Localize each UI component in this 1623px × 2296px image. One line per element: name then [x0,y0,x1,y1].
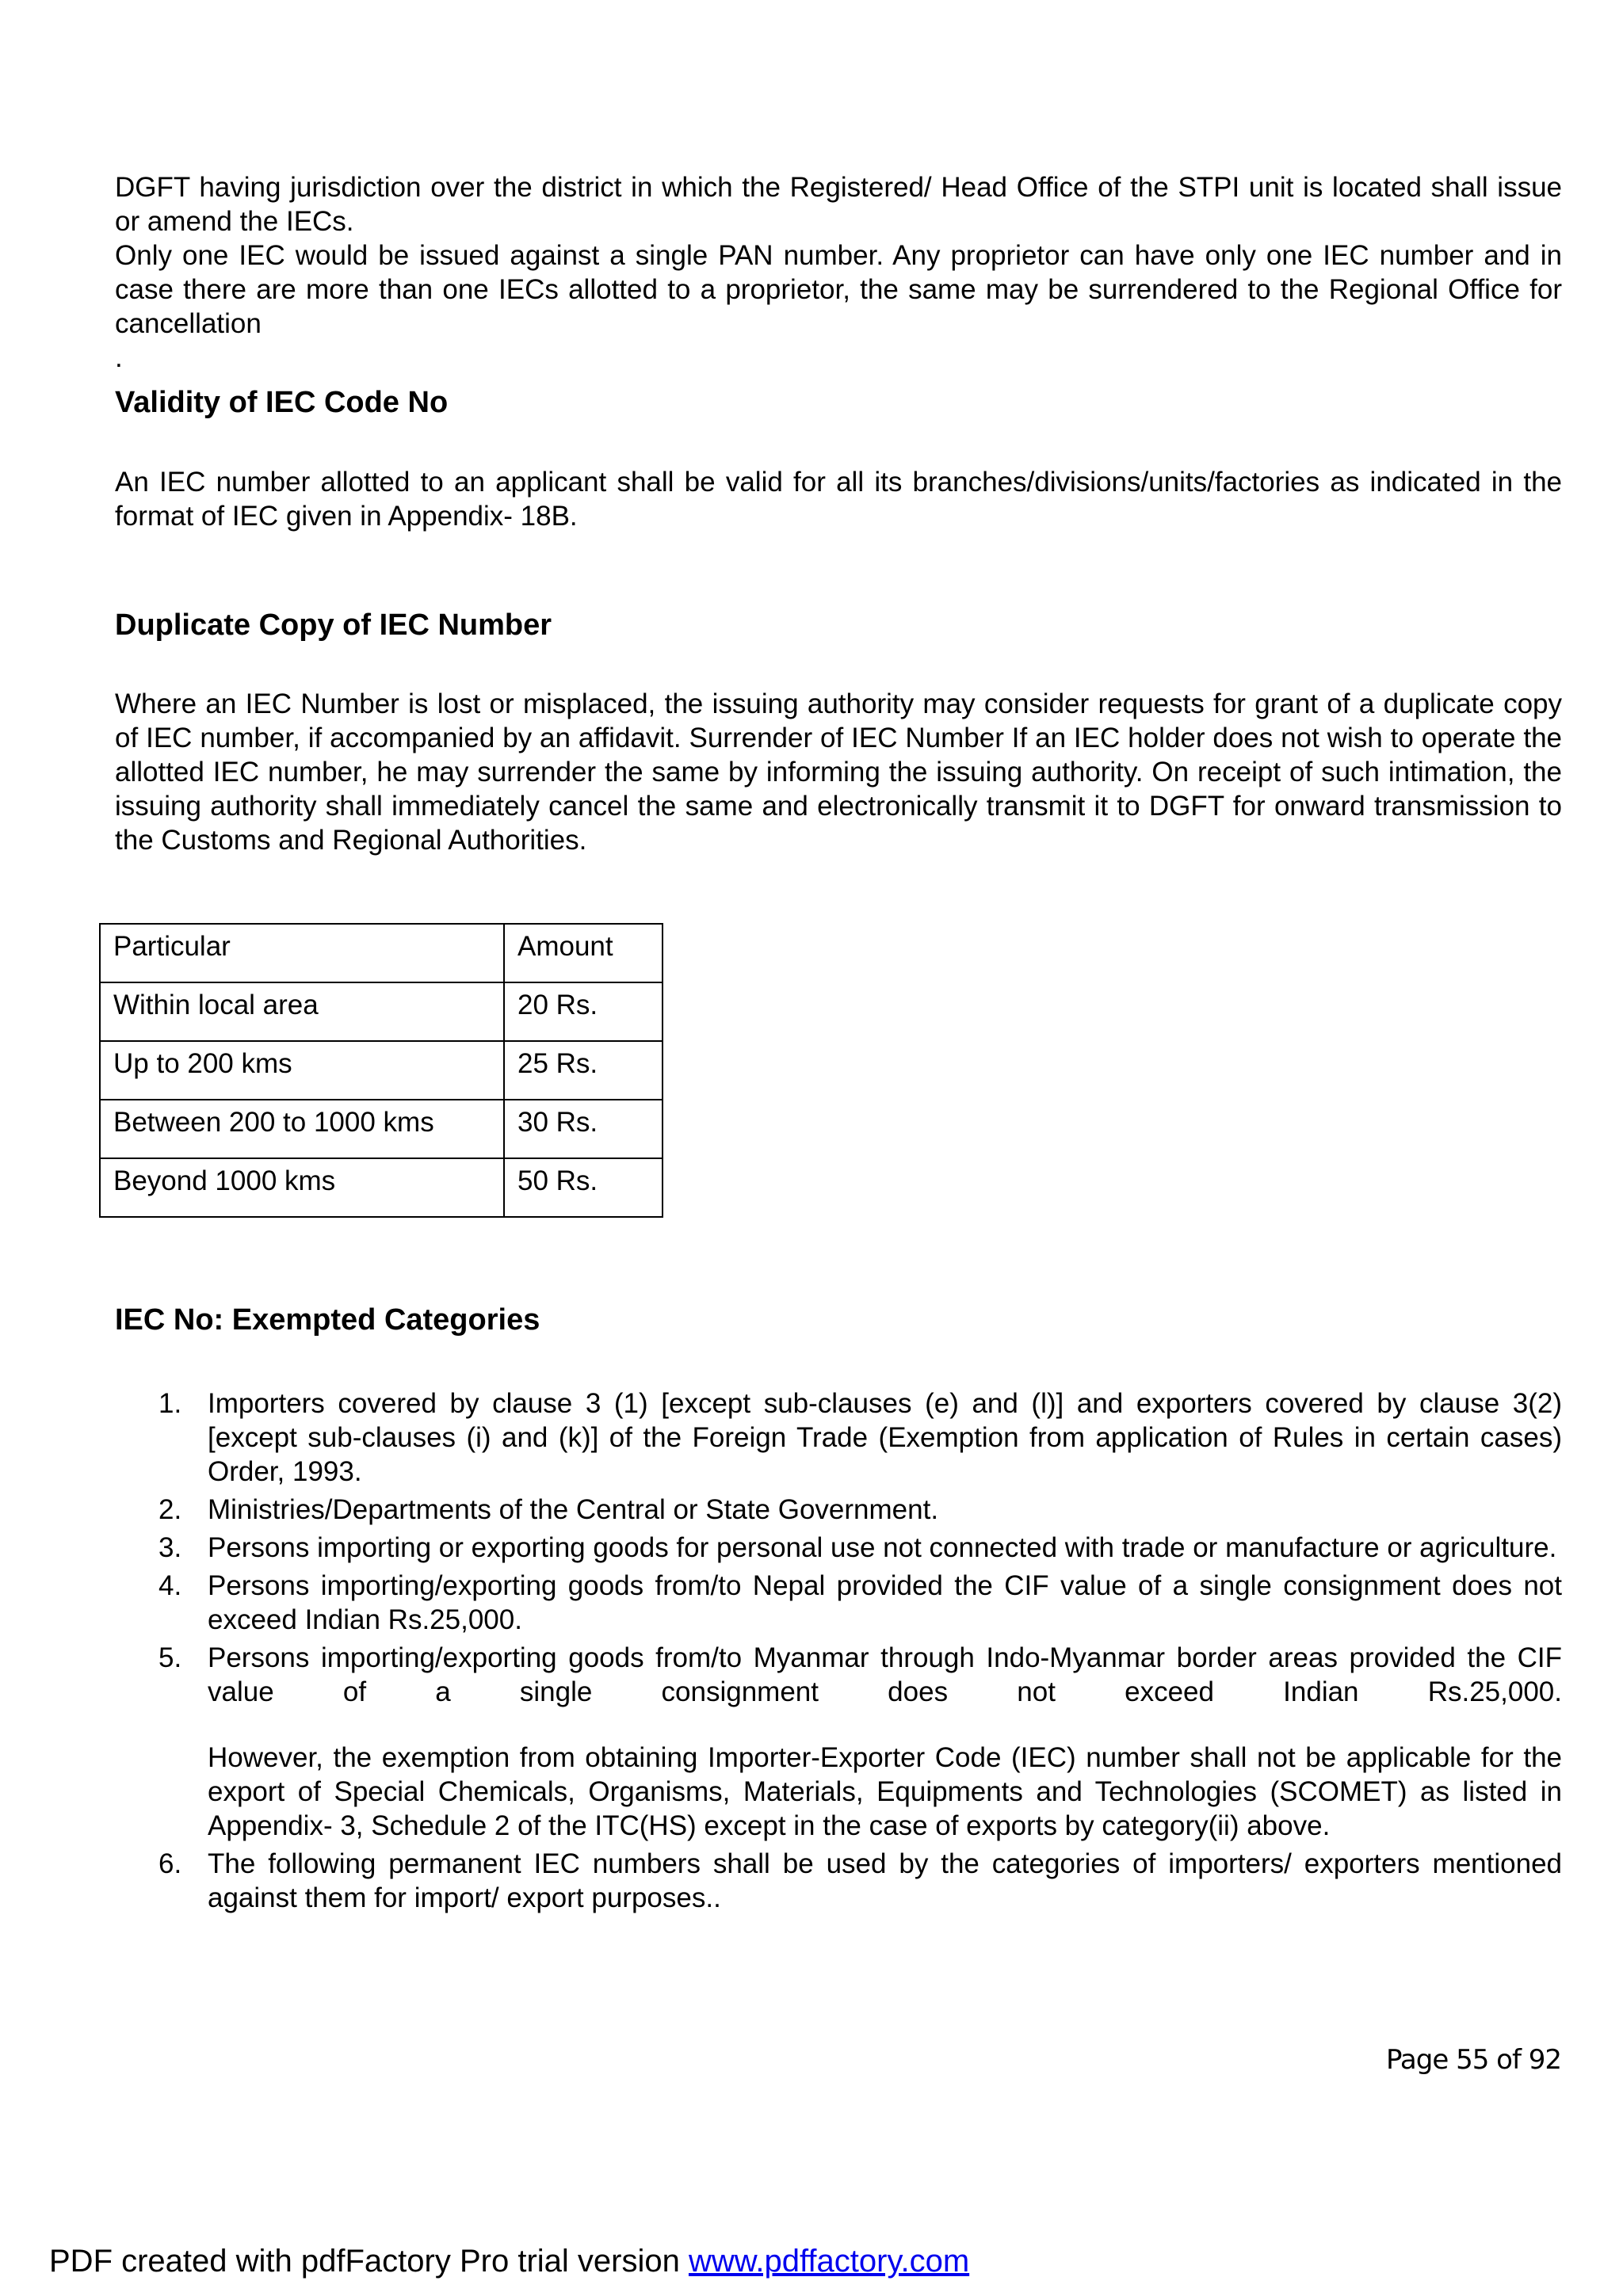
table-cell-particular: Beyond 1000 kms [100,1158,504,1217]
table-cell-amount: 25 Rs. [504,1041,663,1100]
exempted-heading: IEC No: Exempted Categories [115,1303,540,1337]
validity-text: An IEC number allotted to an applicant shall be valid for all its branches/divisions/units/factories as indicated in the format of IEC given in Appendix- 18B. [115,467,1562,532]
table-header-amount: Amount [504,924,663,982]
intro-dot: . [115,342,123,373]
table-header-row [100,924,663,982]
list-item-text: Persons importing/exporting goods from/to Myanmar through Indo-Myanmar border areas provided the CIF value of a single consignment does not exceed Indian Rs.25,000. [208,1642,1562,1707]
table-cell-particular: Up to 200 kms [100,1041,504,1100]
list-item [115,1847,1562,1915]
list-item-number: 3. [158,1532,182,1563]
table-header-particular: Particular [100,924,504,982]
list-item-number: 5. [158,1642,182,1673]
list-item [115,1641,1562,1843]
list-item-number: 4. [158,1570,182,1601]
table-row [100,1041,663,1100]
validity-heading: Validity of IEC Code No [115,386,449,419]
intro-section [115,170,1562,375]
list-item-text: Importers covered by clause 3 (1) [except sub-clauses (e) and (l)] and exporters covered by clause 3(2) [except sub-clauses (i) and (k)] of the Foreign Trade (Exemption from application of Rules in certain cases) Order, 1993. [208,1388,1562,1487]
exempted-list [115,1386,1562,1919]
intro-paragraph-1: DGFT having jurisdiction over the district in which the Registered/ Head Office of the STPI unit is located shall issue or amend the IECs. [115,172,1562,237]
footer-text: PDF created with pdfFactory Pro trial version [49,2244,689,2279]
table-cell-amount: 20 Rs. [504,982,663,1041]
list-item-number: 6. [158,1848,182,1879]
list-item-text: Persons importing or exporting goods for personal use not connected with trade or manufacture or agriculture. [208,1532,1557,1563]
table-row [100,982,663,1041]
footer-link[interactable]: www.pdffactory.com [688,2244,970,2279]
list-item-text: Ministries/Departments of the Central or State Government. [208,1494,939,1525]
list-item-number: 2. [158,1494,182,1525]
table-cell-amount: 50 Rs. [504,1158,663,1217]
duplicate-text: Where an IEC Number is lost or misplaced, the issuing authority may consider requests for grant of a duplicate copy of IEC number, if accompanied by an affidavit. Surrender of IEC Number If an IEC holder does not wish to operate the allotted IEC number, he may surrender the same by informing the issuing authority. On receipt of such intimation, the issuing authority shall immediately cancel the same and electronically transmit it to DGFT for onward transmission to the Customs and Regional Authorities. [115,688,1562,856]
table-cell-particular: Between 200 to 1000 kms [100,1100,504,1158]
page-number: Page 55 of 92 [1385,2044,1561,2076]
table-cell-amount: 30 Rs. [504,1100,663,1158]
duplicate-heading: Duplicate Copy of IEC Number [115,608,552,642]
list-item [115,1569,1562,1637]
fee-table [99,923,663,1218]
list-item-note: However, the exemption from obtaining Importer-Exporter Code (IEC) number shall not be applicable for the export of Special Chemicals, Organisms, Materials, Equipments and Technologies (SCOMET) as listed in Appendix- 3, Schedule 2 of the ITC(HS) except in the case of exports by category(ii) above. [208,1742,1562,1841]
list-item-number: 1. [158,1388,182,1419]
list-item-text: The following permanent IEC numbers shall be used by the categories of importers/ exporters mentioned against them for import/ export purposes.. [208,1848,1562,1913]
table-cell-particular: Within local area [100,982,504,1041]
list-item [115,1386,1562,1489]
table-row [100,1158,663,1217]
list-item-text: Persons importing/exporting goods from/to Nepal provided the CIF value of a single consignment does not exceed Indian Rs.25,000. [208,1570,1562,1635]
list-item [115,1493,1562,1527]
table-row [100,1100,663,1158]
list-item [115,1531,1562,1565]
intro-paragraph-2: Only one IEC would be issued against a single PAN number. Any proprietor can have only one IEC number and in case there are more than one IECs allotted to a proprietor, the same may be surrendered to the Regional Office for cancellation [115,240,1562,339]
pdf-footer [49,2244,969,2279]
